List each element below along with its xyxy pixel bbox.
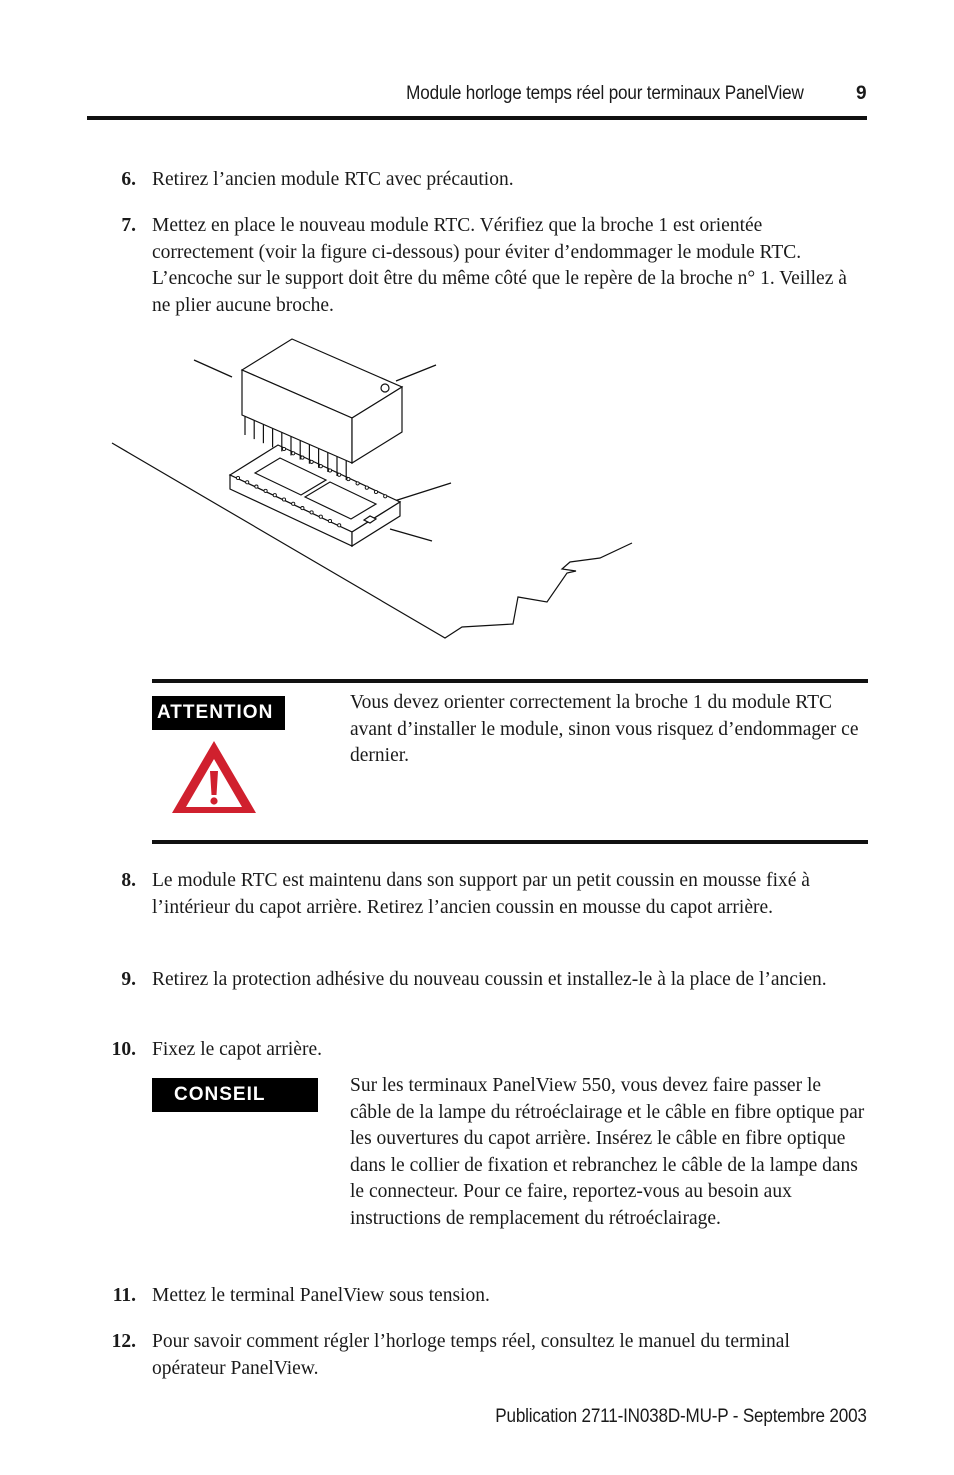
rtc-module-body [242, 339, 402, 463]
conseil-text: Sur les terminaux PanelView 550, vous devez faire passer le câble de la lampe du rétroéclairage et le câble en fibre optique par les ouvertures du capot arrière. Insérez le câble en fibre optique dans le collier de fixation et rebranchez le câble de la lampe dans le connecteur. Pour ce faire, reportez-vous au besoin aux instructions de remplacement du rétroéclairage. [350, 1075, 865, 1229]
step-number: 11. [112, 1285, 136, 1306]
step-number: 9. [121, 969, 136, 990]
circuit-board-outline [112, 443, 632, 638]
step-number: 10. [111, 1039, 136, 1060]
step-number: 7. [121, 215, 136, 236]
step-text: Pour savoir comment régler l’horloge temps réel, consultez le manuel du terminal opérateur PanelView. [152, 1331, 790, 1379]
attention-bottom-rule [152, 840, 868, 844]
pin1-marker [381, 384, 389, 392]
step-text: Retirez l’ancien module RTC avec précaution. [152, 169, 514, 190]
warning-triangle-icon [168, 737, 260, 817]
header-rule [87, 116, 867, 120]
rtc-module-figure [100, 325, 660, 655]
attention-top-rule [152, 679, 868, 683]
step-text: Retirez la protection adhésive du nouveau coussin et installez-le à la place de l’ancien. [152, 969, 827, 990]
page-header [0, 80, 954, 110]
attention-text: Vous devez orienter correctement la broche 1 du module RTC avant d’installer le module, sinon vous risquez d’endommager ce dernier. [350, 692, 859, 766]
step-text: Le module RTC est maintenu dans son support par un petit coussin en mousse fixé à l’intérieur du capot arrière. Retirez l’ancien coussin en mousse du capot arrière. [152, 870, 810, 918]
dip-socket [230, 445, 400, 546]
step-number: 8. [121, 870, 136, 891]
step-number: 6. [121, 169, 136, 190]
attention-badge: ATTENTION [152, 696, 285, 730]
step-number: 12. [111, 1331, 136, 1352]
step-text: Mettez en place le nouveau module RTC. Vérifiez que la broche 1 est orientée correctement (voir la figure ci-dessous) pour éviter d’endommager le module RTC. L’encoche sur le support doit être du même côté que le repère de la broche n° 1. Veillez à ne plier aucune broche. [152, 215, 847, 316]
step-text: Fixez le capot arrière. [152, 1039, 322, 1060]
conseil-badge: CONSEIL [152, 1078, 318, 1112]
step-text: Mettez le terminal PanelView sous tension. [152, 1285, 490, 1306]
publication-footer: Publication 2711-IN038D-MU-P - Septembre 2003 [495, 1406, 867, 1427]
header-title: Module horloge temps réel pour terminaux PanelView [406, 83, 804, 104]
page-number: 9 [856, 83, 867, 104]
